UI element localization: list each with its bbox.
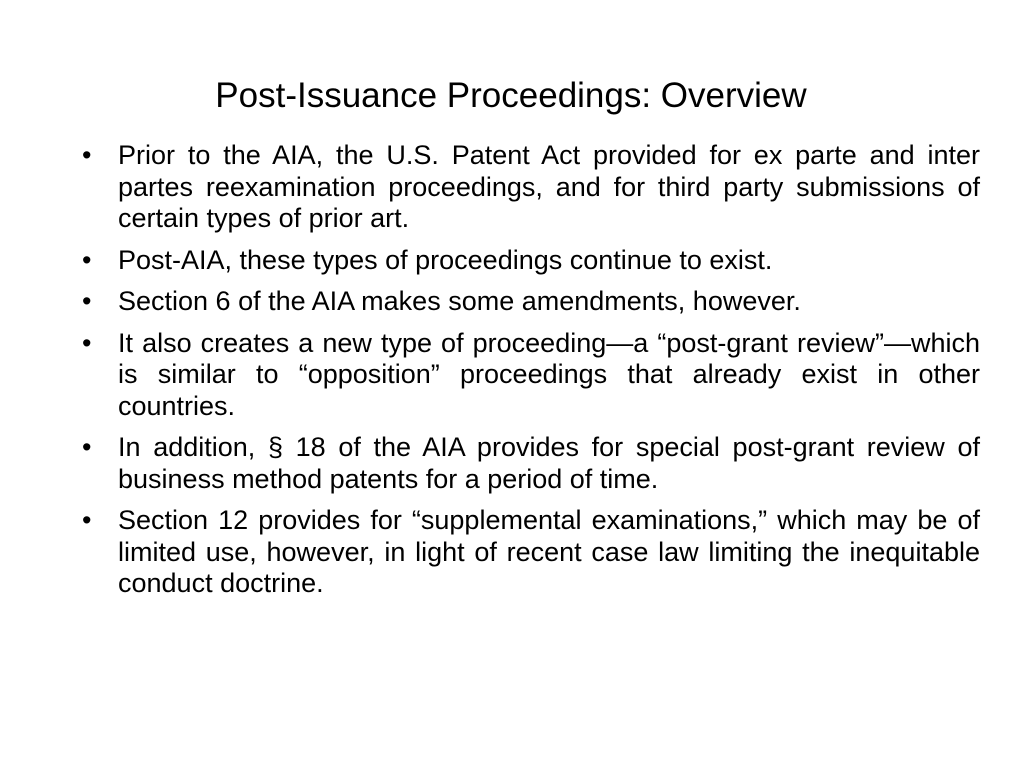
bullet-text: Prior to the AIA, the U.S. Patent Act provided for ex parte and inter partes reexamination proceedings, and for third party submissions of certain types of prior art. (118, 140, 980, 233)
bullet-icon: • (82, 286, 92, 316)
bullet-icon: • (82, 432, 92, 462)
bullet-icon: • (82, 244, 92, 275)
bullet-text: Post-AIA, these types of proceedings continue to exist. (118, 244, 773, 275)
bullet-text: Section 6 of the AIA makes some amendments, however. (118, 286, 801, 316)
bullet-icon: • (82, 140, 92, 170)
bullet-item-4 (80, 328, 980, 423)
bullet-item-6 (80, 505, 980, 600)
bullet-item-5 (80, 432, 980, 495)
bullet-item-2 (80, 245, 980, 277)
bullet-list (80, 140, 980, 610)
bullet-text: Section 12 provides for “supplemental examinations,” which may be of limited use, however, in light of recent case law limiting the inequitable conduct doctrine. (118, 505, 980, 598)
slide-title: Post-Issuance Proceedings: Overview (215, 76, 807, 115)
bullet-item-1 (80, 140, 980, 235)
bullet-icon: • (82, 505, 92, 535)
bullet-text: In addition, § 18 of the AIA provides for special post-grant review of business method patents for a period of time. (118, 432, 980, 494)
bullet-text: It also creates a new type of proceeding—a “post-grant review”—which is similar to “opposition” proceedings that already exist in other countries. (118, 327, 980, 421)
bullet-item-3 (80, 286, 980, 318)
bullet-icon: • (82, 327, 92, 358)
